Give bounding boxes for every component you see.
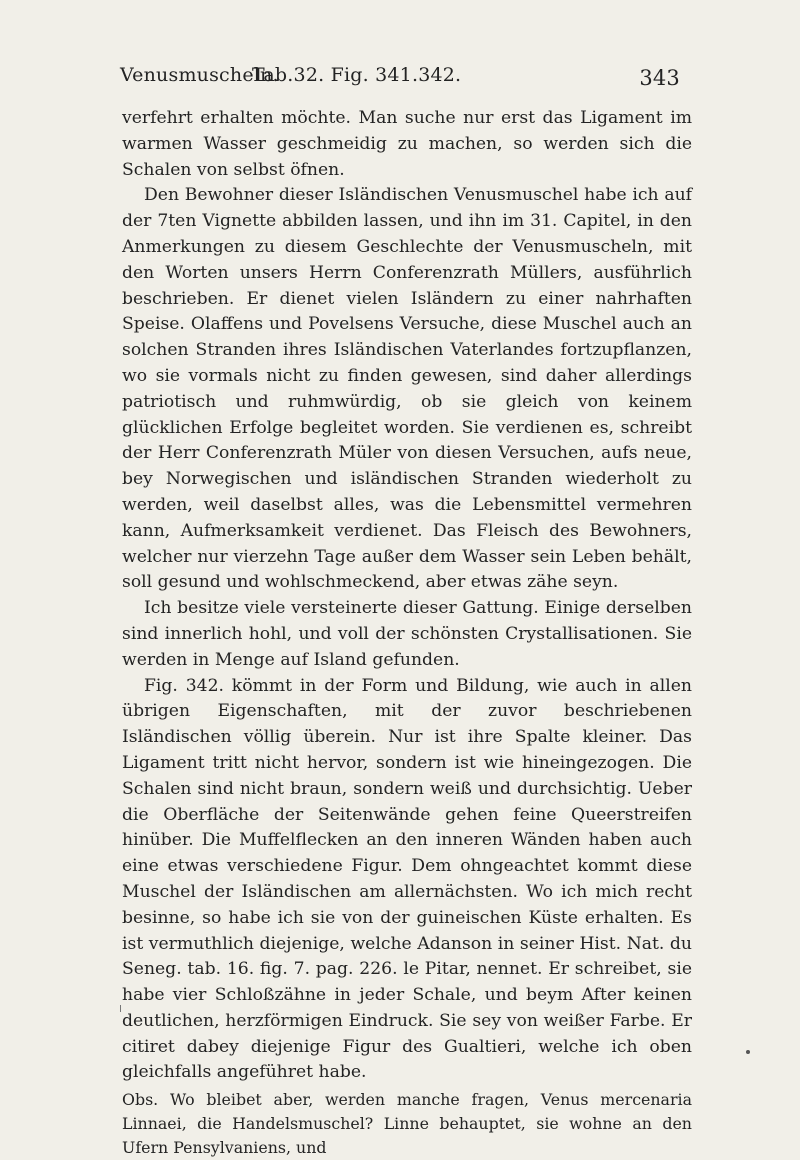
plate-reference: Tab.32. Fig. 341.342. <box>252 64 462 86</box>
paragraph-fig-342: Fig. 342. kömmt in der Form und Bildung, wie auch in allen übrigen Eigenschaften, mit der zuvor beschriebenen Isländischen völlig überein. Nur ist ihre Spalte kleiner. Das Ligament tritt nicht hervor, sondern ist wie hineingezogen. Die Schalen sind nicht braun, sondern weiß und durchsichtig. Ueber die Oberfläche der Seitenwände gehen feine Queerstreifen hinüber. Die Muffelflecken an den inneren Wänden haben auch eine etwas verschiedene Figur. Dem ohngeachtet kommt diese Muschel der Isländischen am allernächsten. Wo ich mich recht besinne, so habe ich sie von der guineischen Küste erhalten. Es ist vermuthlich diejenige, welche Adanson in seiner Hist. Nat. du Seneg. tab. 16. fig. 7. pag. 226. le Pitar, nennet. Er schreibet, sie habe vier Schloßzähne in jeder Schale, und beym After keinen deutlichen, herzförmigen Eindruck. Sie sey von weißer Farbe. Er citiret dabey diejenige Figur des Gualtieri, welche ich oben gleichfalls angeführet habe. <box>122 675 692 1083</box>
page-number: 343 <box>639 66 680 90</box>
observation-note: Obs. Wo bleibet aber, werden manche fragen, Venus mercenaria Linnaei, die Handelsmuschel? Linne behauptet, sie wohne an den Ufern Pensylvaniens, und <box>122 1090 692 1158</box>
page-header <box>120 58 680 88</box>
paragraph-inhabitant: Den Bewohner dieser Isländischen Venusmuschel habe ich auf der 7ten Vignette abbilden lassen, und ihn im 31. Capitel, in den Anmerkungen zu diesem Geschlechte der Venusmuscheln, mit den Worten unsers Herrn Conferenzrath Müllers, ausführlich beschrieben. Er dienet vielen Isländern zu einer nahrhaften Speise. Olaffens und Povelsens Versuche, diese Muschel auch an solchen Stranden ihres Isländischen Vaterlandes fortzupflanzen, wo sie vormals nicht zu finden gewesen, sind daher allerdings patriotisch und ruhmwürdig, ob sie gleich von keinem glücklichen Erfolge begleitet worden. Sie verdienen es, schreibt der Herr Conferenzrath Müler von diesen Versuchen, aufs neue, bey Norwegischen und isländischen Stranden wiederholt zu werden, weil daselbst alles, was die Lebensmittel vermehren kann, Aufmerksamkeit verdienet. Das Fleisch des Bewohners, welcher nur vierzehn Tage außer dem Wasser sein Leben behält, soll gesund und wohlschmeckend, aber etwas zähe seyn. <box>122 185 692 593</box>
ink-dot <box>746 1050 750 1054</box>
margin-mark <box>120 1005 121 1012</box>
paragraph-continuation: verfehrt erhalten möchte. Man suche nur erst das Ligament im warmen Wasser geschmeidig zu machen, so werden sich die Schalen von selbst öfnen. <box>122 108 692 180</box>
running-head: Venusmuscheln. <box>120 64 279 86</box>
paragraph-petrified: Ich besitze viele versteinerte dieser Gattung. Einige derselben sind innerlich hohl, und voll der schönsten Crystallisationen. Sie werden in Menge auf Island gefunden. <box>122 598 692 670</box>
body-text <box>122 106 692 1160</box>
